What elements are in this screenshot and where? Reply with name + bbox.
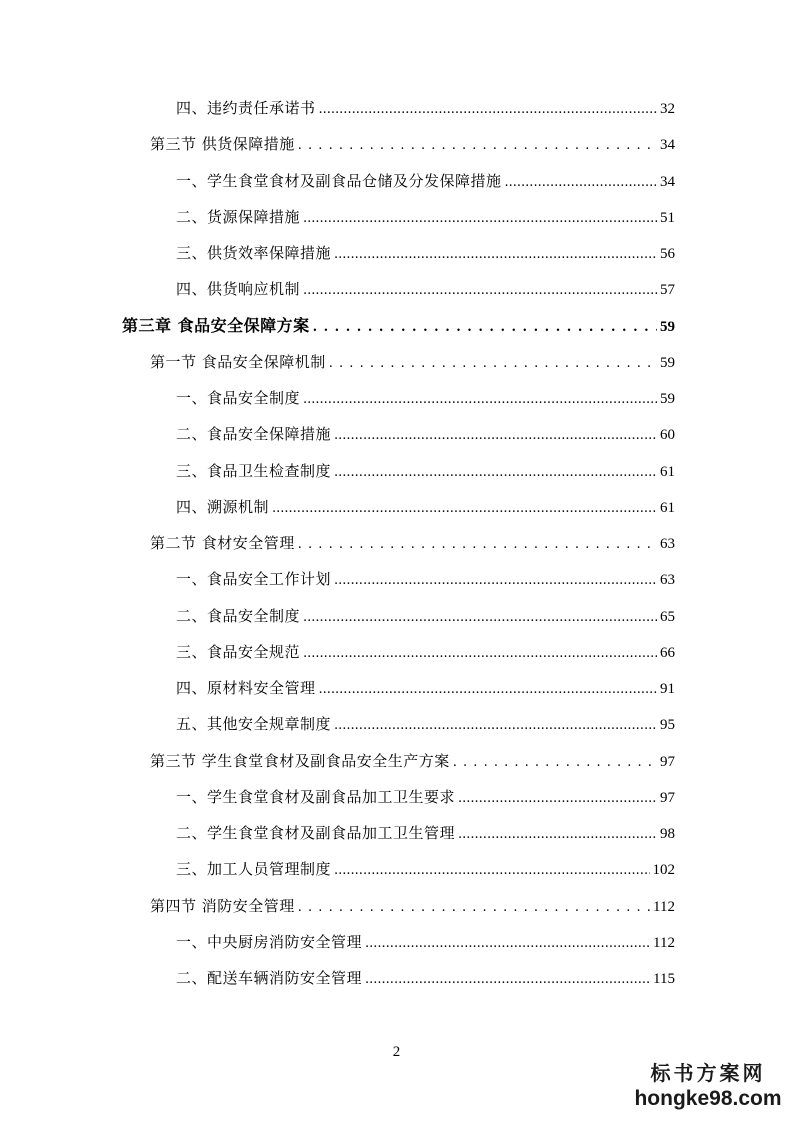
toc-entry[interactable] [176,787,675,809]
toc-entry[interactable] [176,243,675,265]
toc-entry-label: 四、供货响应机制 [176,280,301,299]
toc-entry-page: 65 [660,608,675,625]
toc-entry[interactable] [176,207,675,229]
toc-entry-label: 四、违约责任承诺书 [176,99,316,117]
toc-entry-label: 四、原材料安全管理 [176,679,316,697]
watermark-logo [633,1062,783,1112]
toc-entry-page: 34 [660,173,675,190]
toc-entry-page: 57 [660,282,675,299]
toc-dot-leader [334,716,657,736]
toc-entry[interactable] [150,896,675,918]
toc-dot-leader [298,136,657,156]
toc-entry-label: 三、食品安全规范 [176,642,301,661]
toc-entry-page: 59 [660,318,675,335]
toc-dot-leader [334,245,657,265]
toc-dot-leader [458,825,657,845]
toc-entry-page: 61 [660,499,675,516]
toc-entry-label: 第三节 供货保障措施 [150,135,295,154]
toc-dot-leader [329,354,657,374]
toc-dot-leader [298,898,650,918]
toc-entry-page: 97 [660,753,675,770]
toc-entry-page: 61 [660,463,675,480]
toc-entry-label: 三、供货效率保障措施 [176,244,332,262]
toc-entry-page: 59 [660,354,675,371]
toc-dot-leader [458,789,657,809]
toc-entry-page: 98 [660,826,675,842]
toc-dot-leader [313,318,657,338]
toc-entry-label: 第二节 食材安全管理 [150,534,295,552]
toc-entry[interactable] [176,98,675,120]
toc-entry-page: 112 [653,934,675,951]
toc-entry-label: 第一节 食品安全保障机制 [150,352,326,371]
toc-entry-page: 112 [653,898,675,915]
toc-entry-label: 第三节 学生食堂食材及副食品安全生产方案 [150,751,450,770]
toc-entry-label: 二、货源保障措施 [176,207,301,226]
toc-entry-label: 四、溯源机制 [176,497,270,516]
toc-entry[interactable] [176,823,675,845]
watermark-title: 标书方案网 [650,1063,766,1085]
toc-dot-leader [334,571,657,591]
toc-entry-label: 二、食品安全制度 [176,606,301,625]
toc-entry[interactable] [176,606,675,628]
toc-entry-page: 56 [660,246,675,262]
toc-entry-label: 一、学生食堂食材及副食品仓储及分发保障措施 [176,171,502,190]
toc-entry-page: 102 [652,862,675,879]
toc-entry-page: 51 [660,209,675,226]
toc-dot-leader [272,499,657,519]
toc-dot-leader [453,753,657,773]
toc-entry-label: 三、加工人员管理制度 [176,860,332,879]
toc-dot-leader [319,680,657,700]
toc-dot-leader [334,861,649,881]
toc-entry-label: 第四节 消防安全管理 [150,896,295,915]
toc-entry-page: 91 [660,681,675,697]
toc-entry[interactable] [150,134,675,156]
toc-dot-leader [319,100,657,120]
toc-entry-label: 一、中央厨房消防安全管理 [176,932,363,951]
toc-dot-leader [303,644,657,664]
toc-entry-label: 五、其他安全规章制度 [176,715,332,734]
toc-dot-leader [303,209,657,229]
toc-dot-leader [334,463,657,483]
toc-entry-label: 一、食品安全工作计划 [176,570,332,589]
toc-entry[interactable] [176,424,675,446]
toc-entry[interactable] [122,316,675,338]
toc-entry-label: 三、食品卫生检查制度 [176,461,332,480]
toc-entry[interactable] [176,678,675,700]
toc-entry-label: 二、学生食堂食材及副食品加工卫生管理 [176,824,456,842]
toc-entry-page: 63 [660,536,675,552]
toc-dot-leader [298,535,657,555]
watermark-url: hongke98.com [634,1087,782,1110]
toc-dot-leader [303,390,657,410]
toc-entry[interactable] [176,932,675,954]
toc-entry[interactable] [176,968,675,990]
toc-entry-label: 二、食品安全保障措施 [176,425,332,444]
toc-entry-page: 97 [660,789,675,806]
toc-dot-leader [303,608,657,628]
toc-entry[interactable] [150,352,675,374]
toc-entry-page: 95 [660,717,675,734]
toc-dot-leader [505,173,657,193]
toc-entry-page: 32 [660,101,675,117]
toc-entry[interactable] [176,859,675,881]
toc-entry[interactable] [176,569,675,591]
toc-entry[interactable] [176,388,675,410]
toc-entry-page: 63 [660,572,675,589]
toc-entry-page: 66 [660,644,675,661]
toc-dot-leader [303,281,657,301]
toc-entry-page: 60 [660,427,675,444]
toc-entry-label: 第三章 食品安全保障方案 [122,315,310,335]
toc-entry-page: 59 [660,391,675,407]
toc-dot-leader [365,934,650,954]
toc-entry-label: 一、食品安全制度 [176,389,301,407]
page-number: 2 [392,1044,401,1060]
toc-entry[interactable] [176,497,675,519]
toc-entry[interactable] [176,714,675,736]
toc-entry[interactable] [150,751,675,773]
toc-entry[interactable] [150,533,675,555]
toc-entry[interactable] [176,461,675,483]
toc-entry[interactable] [176,171,675,193]
toc-dot-leader [334,426,657,446]
toc-entry-page: 34 [660,137,675,154]
toc-entry[interactable] [176,642,675,664]
toc-entry[interactable] [176,279,675,301]
toc-entry-page: 115 [653,971,675,987]
toc-entry-label: 二、配送车辆消防安全管理 [176,969,363,987]
toc-dot-leader [365,970,650,990]
toc-entry-label: 一、学生食堂食材及副食品加工卫生要求 [176,787,456,806]
